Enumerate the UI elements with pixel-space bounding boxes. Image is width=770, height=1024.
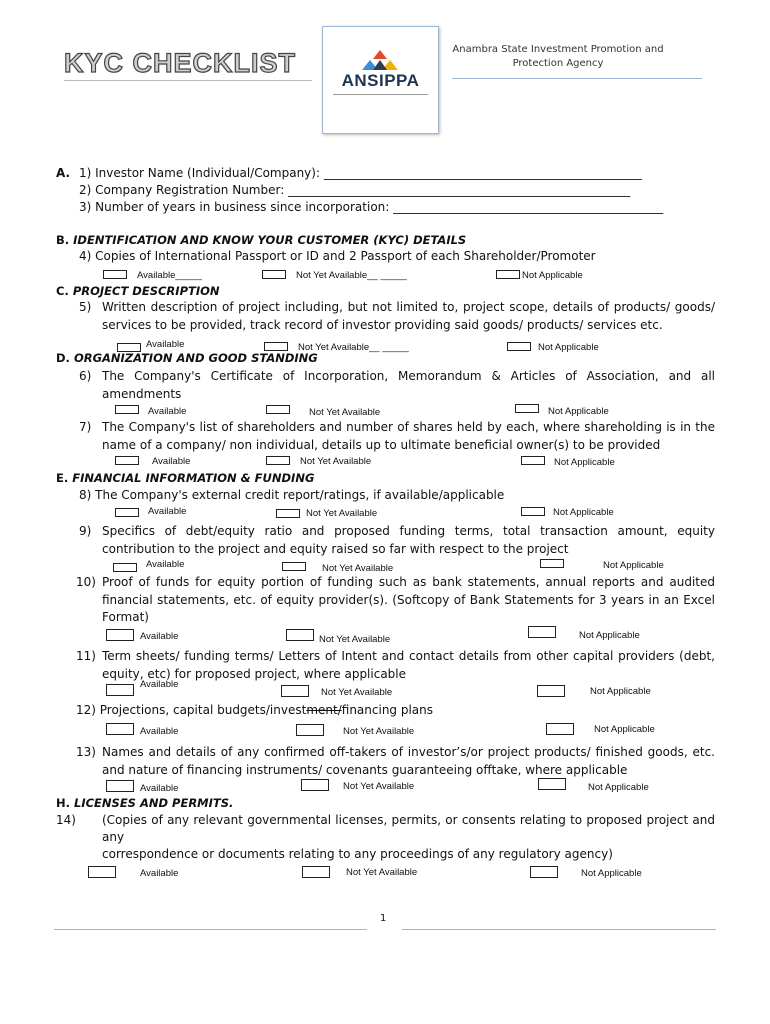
- item-14-not-yet-label: Not Yet Available: [346, 867, 418, 878]
- item-12-strike: ment/: [306, 703, 342, 717]
- agency-name: [452, 43, 664, 71]
- item-10-available-label: Available: [140, 631, 179, 642]
- title-underline: [64, 80, 312, 81]
- item-13-available-checkbox[interactable]: [106, 780, 134, 792]
- item-11-not-yet-checkbox[interactable]: [281, 685, 309, 697]
- item-14-line3: correspondence or documents relating to any proceedings of any regulatory agency): [102, 847, 613, 861]
- item-13: Names and details of any confirmed off-takers of investor’s/or project products/ finished goods, etc. and nature of financing instruments/ covenants guaranteeing offtake, where applicable: [102, 745, 715, 777]
- footer-rule-right: [402, 929, 716, 930]
- section-b-title: IDENTIFICATION AND KNOW YOUR CUSTOMER (KYC) DETAILS: [73, 233, 467, 247]
- logo-mark-icon: [360, 49, 400, 71]
- item-6: The Company's Certificate of Incorporation, Memorandum & Articles of Association, and all amendments: [102, 369, 715, 401]
- item-13-not-yet-checkbox[interactable]: [301, 779, 329, 791]
- agency-underline: [452, 78, 702, 79]
- item-4-not-yet-label: Not Yet Available__ _____: [296, 270, 407, 281]
- section-b-prefix: B.: [56, 233, 70, 247]
- item-14-not-yet-checkbox[interactable]: [302, 866, 330, 878]
- page-number: 1: [380, 913, 387, 924]
- item-14-line1: (Copies of any relevant governmental licenses, permits, or consents relating to proposed project and: [102, 813, 715, 827]
- item-10-not-yet-label: Not Yet Available: [319, 634, 391, 645]
- item-10-number: 10): [76, 575, 96, 589]
- item-11-na-checkbox[interactable]: [537, 685, 565, 697]
- section-c-prefix: C.: [56, 284, 69, 298]
- item-12-not-yet-checkbox[interactable]: [296, 724, 324, 736]
- item-8-available-label: Available: [148, 506, 187, 517]
- item-10-not-yet-checkbox[interactable]: [286, 629, 314, 641]
- item-7: The Company's list of shareholders and number of shares held by each, where shareholding is in the name of a company/ non individual, details up to ultimate beneficial owner(s) to be provided: [102, 420, 715, 452]
- item-10-available-checkbox[interactable]: [106, 629, 134, 641]
- item-7-na-label: Not Applicable: [554, 457, 615, 468]
- item-6-available-label: Available: [148, 406, 187, 417]
- item-12-text-a: 12) Projections, capital budgets/invest: [76, 703, 307, 717]
- item-7-available-label: Available: [152, 456, 191, 467]
- item-7-not-yet-label: Not Yet Available: [300, 456, 372, 467]
- section-e-title: FINANCIAL INFORMATION & FUNDING: [72, 471, 315, 485]
- item-6-number: 6): [79, 369, 92, 383]
- section-d-heading: [56, 351, 318, 365]
- section-e-prefix: E.: [56, 471, 69, 485]
- item-8-na-label: Not Applicable: [553, 507, 614, 518]
- item-13-na-checkbox[interactable]: [538, 778, 566, 790]
- item-8-available-checkbox[interactable]: [115, 508, 139, 517]
- section-h-heading: [56, 796, 233, 810]
- item-14-line2: any: [102, 830, 125, 844]
- item-9-available-label: Available: [146, 559, 185, 570]
- item-7-na-checkbox[interactable]: [521, 456, 545, 465]
- item-5-not-yet-label: Not Yet Available__ _____: [298, 342, 409, 353]
- item-11-available-label: Available: [140, 679, 179, 690]
- section-e-heading: [56, 471, 314, 485]
- item-13-not-yet-label: Not Yet Available: [343, 781, 415, 792]
- item-14-na-label: Not Applicable: [581, 868, 642, 879]
- item-13-number: 13): [76, 745, 96, 759]
- section-c-title: PROJECT DESCRIPTION: [72, 284, 220, 298]
- item-10: Proof of funds for equity portion of funding such as bank statements, annual reports and audited financial statements, etc. of equity provider(s). (Softcopy of Bank Statements for 3 years in an Excel Format): [102, 575, 715, 624]
- item-13-available-label: Available: [140, 783, 179, 794]
- item-4-available-label: Available_____: [137, 270, 202, 281]
- item-7-number: 7): [79, 420, 92, 434]
- item-12-na-label: Not Applicable: [594, 724, 655, 735]
- item-9-number: 9): [79, 524, 92, 538]
- item-11-na-label: Not Applicable: [590, 686, 651, 697]
- item-9-na-label: Not Applicable: [603, 560, 664, 571]
- item-9-not-yet-label: Not Yet Available: [322, 563, 394, 574]
- section-d-title: ORGANIZATION AND GOOD STANDING: [73, 351, 318, 365]
- item-14-na-checkbox[interactable]: [530, 866, 558, 878]
- item-4-na-label: Not Applicable: [522, 270, 583, 281]
- item-7-available-checkbox[interactable]: [115, 456, 139, 465]
- investor-name-field[interactable]: 1) Investor Name (Individual/Company): _____________________________________________________: [79, 166, 642, 180]
- item-14-available-checkbox[interactable]: [88, 866, 116, 878]
- item-12-not-yet-label: Not Yet Available: [343, 726, 415, 737]
- item-5-na-label: Not Applicable: [538, 342, 599, 353]
- item-4: 4) Copies of International Passport or ID and 2 Passport of each Shareholder/Promoter: [79, 249, 596, 263]
- logo-tagline: [333, 94, 428, 103]
- item-12: [76, 702, 433, 719]
- agency-name-line1: Anambra State Investment Promotion and: [452, 44, 664, 55]
- item-8-na-checkbox[interactable]: [521, 507, 545, 516]
- item-5: Written description of project including, but not limited to, project scope, details of products/ goods/ services to be provided, track record of investor providing said goods/ products/ services etc.: [102, 300, 715, 332]
- item-11: Term sheets/ funding terms/ Letters of Intent and contact details from other capital providers (debt, equity, etc) for proposed project, where applicable: [102, 649, 715, 681]
- item-12-na-checkbox[interactable]: [546, 723, 574, 735]
- logo-text: ANSIPPA: [341, 71, 420, 90]
- item-13-na-label: Not Applicable: [588, 782, 649, 793]
- item-14-number: 14): [56, 813, 76, 827]
- section-a-letter: A.: [56, 166, 71, 180]
- item-5-available-label: Available: [146, 339, 185, 350]
- item-6-na-label: Not Applicable: [548, 406, 609, 417]
- item-12-available-label: Available: [140, 726, 179, 737]
- item-7-not-yet-checkbox[interactable]: [266, 456, 290, 465]
- registration-number-field[interactable]: 2) Company Registration Number: _________________________________________________________: [79, 183, 631, 197]
- item-8-not-yet-label: Not Yet Available: [306, 508, 378, 519]
- item-11-available-checkbox[interactable]: [106, 684, 134, 696]
- page-title: KYC CHECKLIST: [64, 48, 297, 78]
- item-12-available-checkbox[interactable]: [106, 723, 134, 735]
- item-9-na-checkbox[interactable]: [540, 559, 564, 568]
- item-11-number: 11): [76, 649, 96, 663]
- item-6-na-checkbox[interactable]: [515, 404, 539, 413]
- ansippa-logo: [322, 26, 439, 134]
- item-9-not-yet-checkbox[interactable]: [282, 562, 306, 571]
- item-4-not-yet-checkbox[interactable]: [262, 270, 286, 279]
- item-8: 8) The Company's external credit report/ratings, if available/applicable: [79, 488, 505, 502]
- item-5-number: 5): [79, 300, 92, 314]
- item-10-na-checkbox[interactable]: [528, 626, 556, 638]
- item-5-not-yet-checkbox[interactable]: [264, 342, 288, 351]
- item-6-not-yet-label: Not Yet Available: [309, 407, 381, 418]
- item-11-not-yet-label: Not Yet Available: [321, 687, 393, 698]
- item-5-na-checkbox[interactable]: [507, 342, 531, 351]
- item-12-text-b: financing plans: [341, 703, 434, 717]
- item-14-available-label: Available: [140, 868, 179, 879]
- item-8-not-yet-checkbox[interactable]: [276, 509, 300, 518]
- years-in-business-field[interactable]: 3) Number of years in business since incorporation: _____________________________________________: [79, 200, 664, 214]
- footer-rule-left: [54, 929, 367, 930]
- item-6-available-checkbox[interactable]: [115, 405, 139, 414]
- section-h-prefix: H.: [56, 796, 70, 810]
- item-10-na-label: Not Applicable: [579, 630, 640, 641]
- section-c-heading: [56, 284, 220, 298]
- section-b-heading: [56, 233, 466, 247]
- section-d-prefix: D.: [56, 351, 70, 365]
- agency-name-line2: Protection Agency: [512, 58, 604, 69]
- section-h-title: LICENSES AND PERMITS.: [74, 796, 234, 810]
- item-4-na-checkbox[interactable]: [496, 270, 520, 279]
- item-4-available-checkbox[interactable]: [103, 270, 127, 279]
- item-9: Specifics of debt/equity ratio and proposed funding terms, total transaction amount, equity contribution to the project and equity raised so far with respect to the project: [102, 524, 715, 556]
- item-6-not-yet-checkbox[interactable]: [266, 405, 290, 414]
- item-9-available-checkbox[interactable]: [113, 563, 137, 572]
